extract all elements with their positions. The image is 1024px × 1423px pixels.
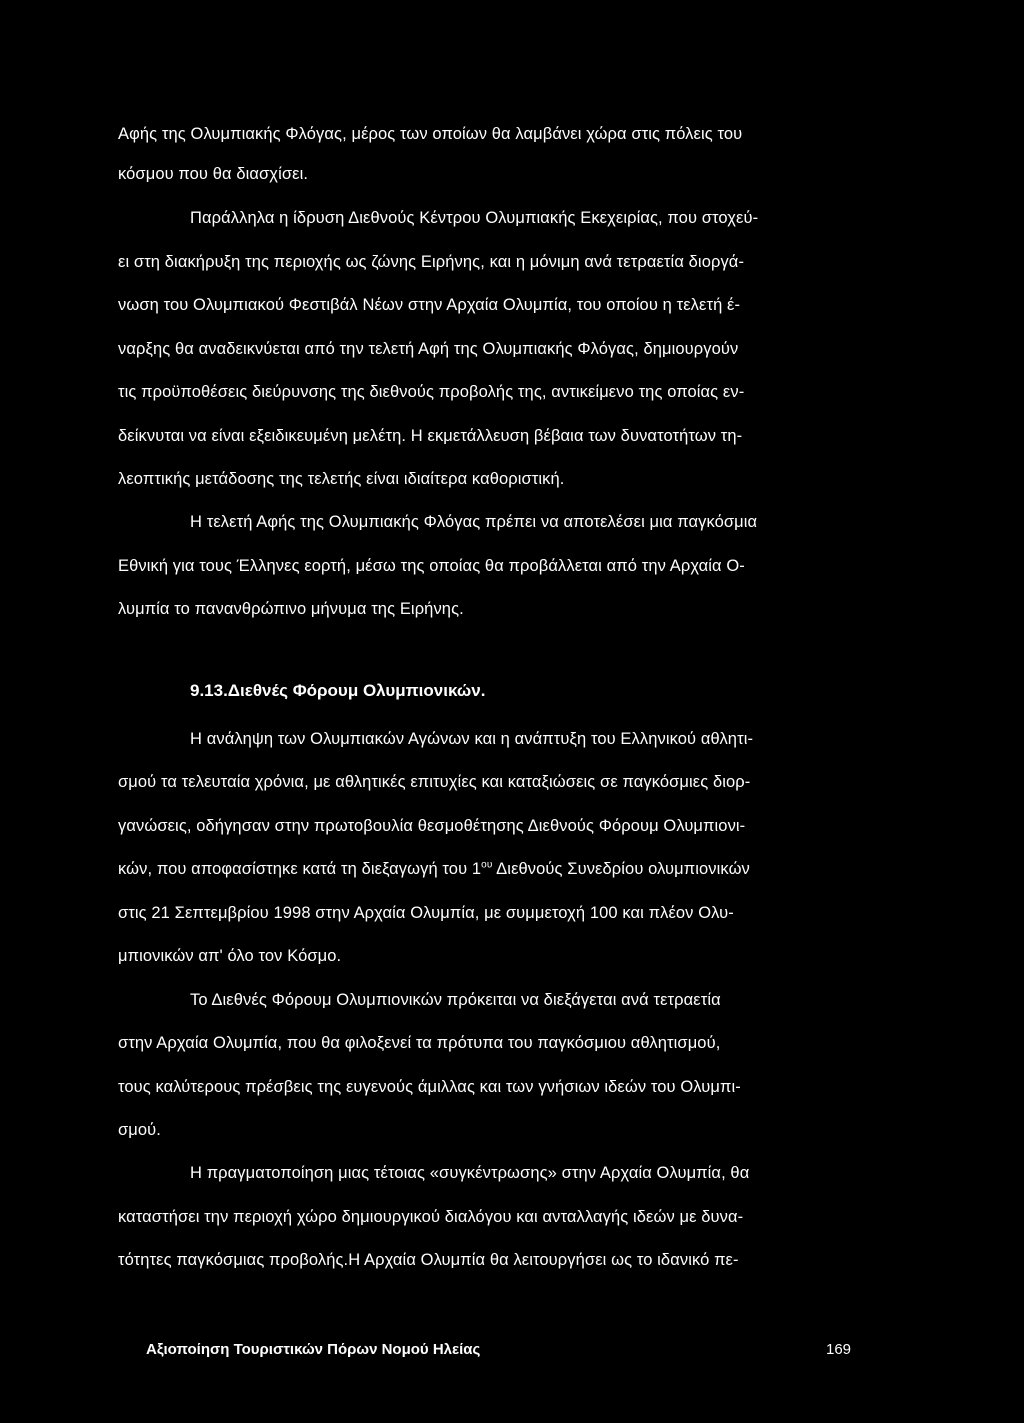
text-line: μπιονικών απ' όλο τον Κόσμο. xyxy=(118,947,342,965)
text-line: λυμπία το πανανθρώπινο μήνυμα της Ειρήνης. xyxy=(118,600,464,618)
text-line: λεοπτικής μετάδοσης της τελετής είναι ιδιαίτερα καθοριστική. xyxy=(118,470,565,488)
text-line: τους καλύτερους πρέσβεις της ευγενούς άμιλλας και των γνήσιων ιδεών του Ολυμπι- xyxy=(118,1078,741,1096)
text-line: Αφής της Ολυμπιακής Φλόγας, μέρος των οποίων θα λαμβάνει χώρα στις πόλεις του xyxy=(118,125,743,143)
text-line: στις 21 Σεπτεμβρίου 1998 στην Αρχαία Ολυμπία, με συμμετοχή 100 και πλέον Ολυ- xyxy=(118,904,734,922)
text-segment: κών, που αποφασίστηκε κατά τη διεξαγωγή του 1 xyxy=(118,860,482,878)
text-line: Το Διεθνές Φόρουμ Ολυμπιονικών πρόκειται να διεξάγεται ανά τετραετία xyxy=(190,991,721,1009)
section-heading: 9.13.Διεθνές Φόρουμ Ολυμπιονικών. xyxy=(190,681,486,700)
text-line: σμού τα τελευταία χρόνια, με αθλητικές επιτυχίες και καταξιώσεις σε παγκόσμιες διορ- xyxy=(118,773,751,791)
text-line: τότητες παγκόσμιας προβολής.Η Αρχαία Ολυμπία θα λειτουργήσει ως το ιδανικό πε- xyxy=(118,1251,739,1269)
footer-title: Αξιοποίηση Τουριστικών Πόρων Νομού Ηλείας xyxy=(146,1341,481,1358)
text-line: Η τελετή Αφής της Ολυμπιακής Φλόγας πρέπει να αποτελέσει μια παγκόσμια xyxy=(190,513,758,531)
text-line: νωση του Ολυμπιακού Φεστιβάλ Νέων στην Αρχαία Ολυμπία, του οποίου η τελετή έ- xyxy=(118,296,741,314)
page-number: 169 xyxy=(826,1341,852,1358)
text-line: Εθνική για τους Έλληνες εορτή, μέσω της οποίας θα προβάλλεται από την Αρχαία Ο- xyxy=(118,557,745,575)
text-line: Η ανάληψη των Ολυμπιακών Αγώνων και η ανάπτυξη του Ελληνικού αθλητι- xyxy=(190,730,754,748)
text-line: σμού. xyxy=(118,1121,161,1139)
text-line xyxy=(118,859,838,879)
text-line: ει στη διακήρυξη της περιοχής ως ζώνης Ειρήνης, και η μόνιμη ανά τετραετία διοργά- xyxy=(118,253,745,271)
text-line: Παράλληλα η ίδρυση Διεθνούς Κέντρου Ολυμπιακής Εκεχειρίας, που στοχεύ- xyxy=(190,209,759,227)
ordinal-superscript: ου xyxy=(481,859,493,871)
text-segment: Διεθνούς Συνεδρίου ολυμπιονικών xyxy=(492,860,750,878)
text-line: Η πραγματοποίηση μιας τέτοιας «συγκέντρωσης» στην Αρχαία Ολυμπία, θα xyxy=(190,1164,750,1182)
text-line: γανώσεις, οδήγησαν στην πρωτοβουλία θεσμοθέτησης Διεθνούς Φόρουμ Ολυμπιονι- xyxy=(118,817,746,835)
text-line: κόσμου που θα διασχίσει. xyxy=(118,165,309,183)
text-line: ναρξης θα αναδεικνύεται από την τελετή Αφή της Ολυμπιακής Φλόγας, δημιουργούν xyxy=(118,340,739,358)
text-line: τις προϋποθέσεις διεύρυνσης της διεθνούς προβολής της, αντικείμενο της οποίας εν- xyxy=(118,383,745,401)
text-line: δείκνυται να είναι εξειδικευμένη μελέτη. Η εκμετάλλευση βέβαια των δυνατοτήτων τη- xyxy=(118,427,743,445)
text-line: στην Αρχαία Ολυμπία, που θα φιλοξενεί τα πρότυπα του παγκόσμιου αθλητισμού, xyxy=(118,1034,721,1052)
text-line: καταστήσει την περιοχή χώρο δημιουργικού διαλόγου και ανταλλαγής ιδεών με δυνα- xyxy=(118,1208,744,1226)
